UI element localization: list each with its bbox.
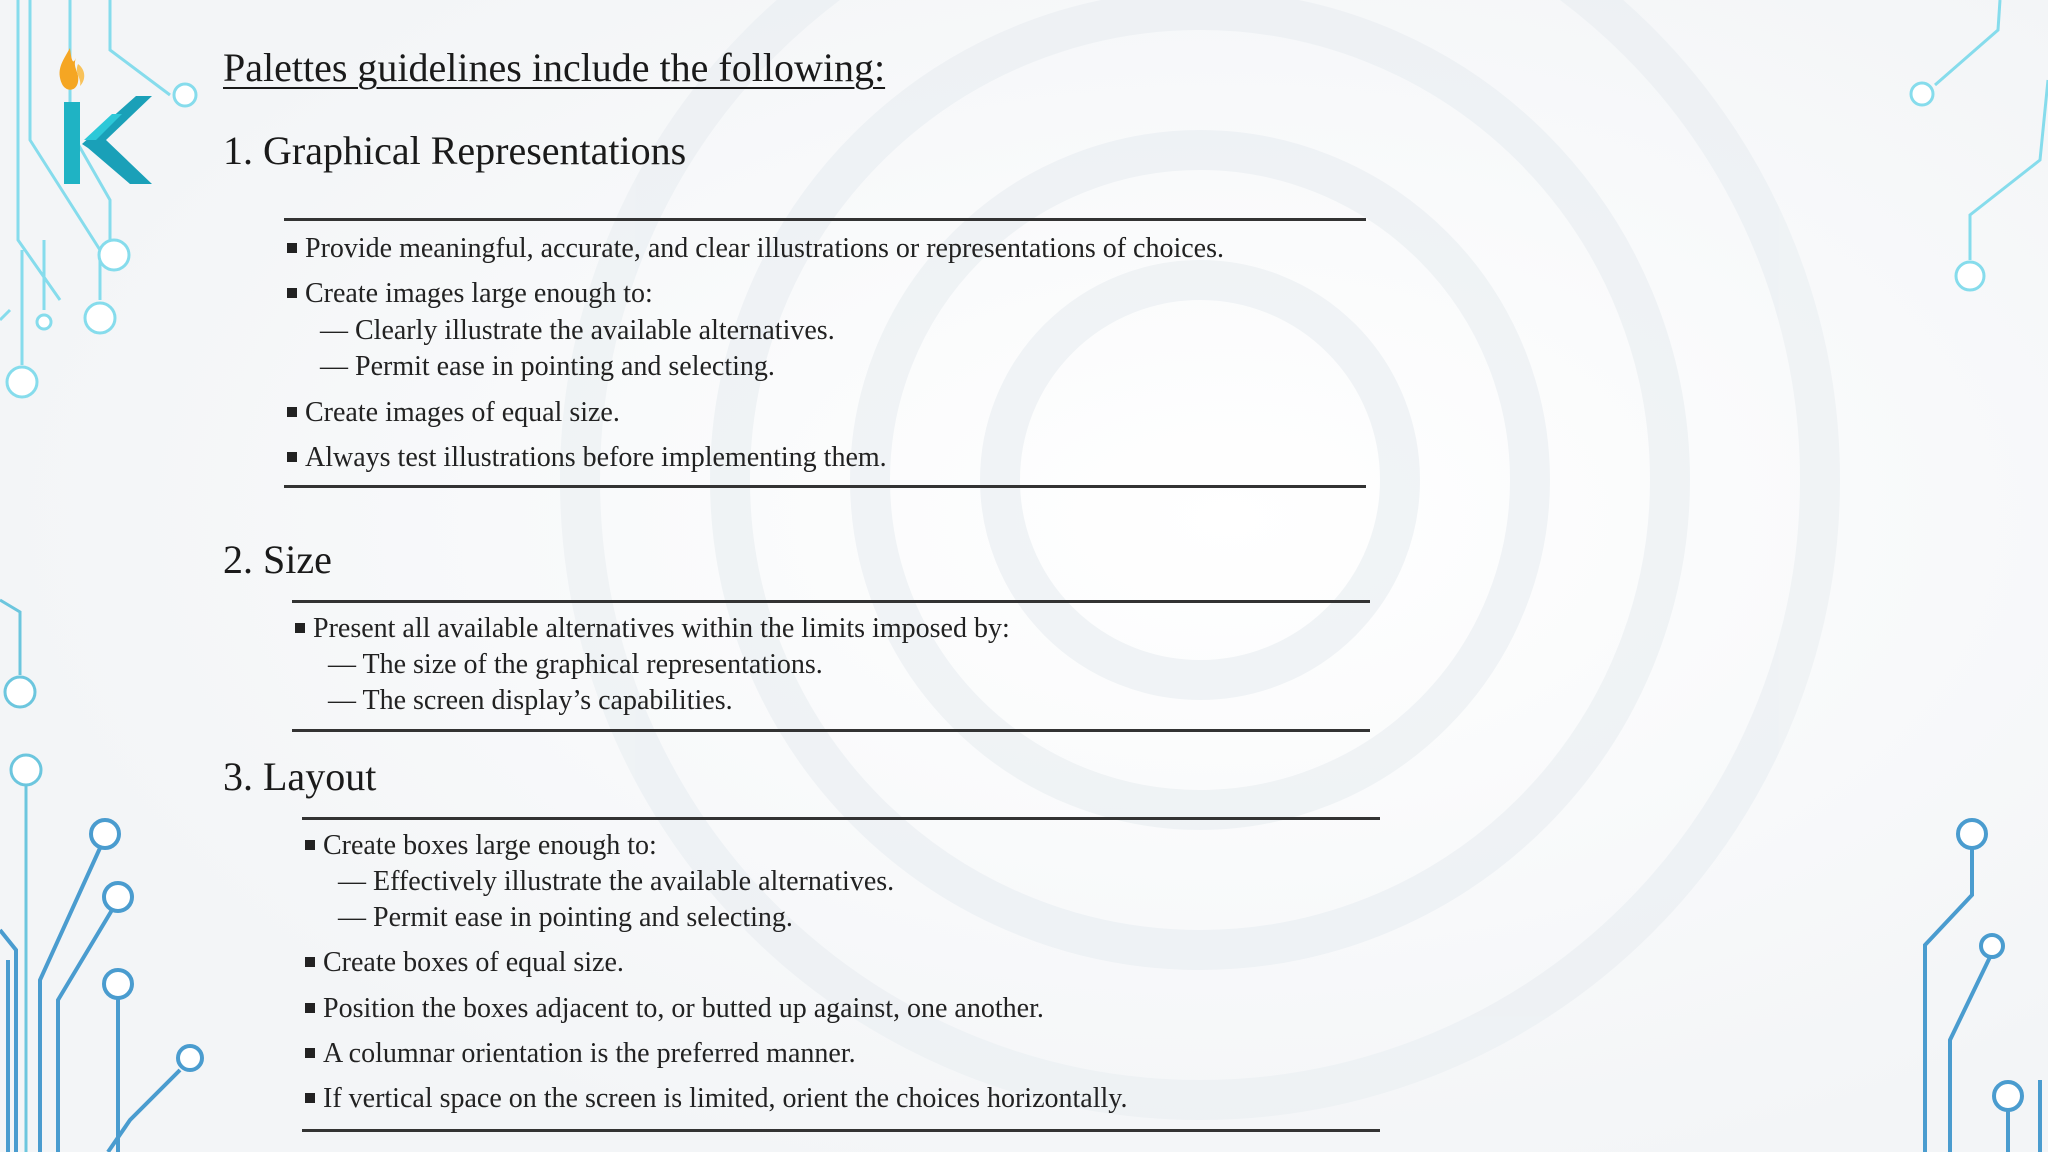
k-flame-logo-icon	[52, 44, 152, 194]
bullet-square-icon	[305, 840, 315, 850]
sub-item: — Clearly illustrate the available alternatives.	[320, 315, 835, 346]
bullet-square-icon	[287, 452, 297, 462]
bullet-item: Position the boxes adjacent to, or butted up against, one another.	[305, 995, 1044, 1023]
sub-item: — Permit ease in pointing and selecting.	[338, 902, 793, 933]
section-heading-size: 2. Size	[223, 537, 332, 582]
section-box-graphical-representations	[284, 218, 1366, 488]
bullet-square-icon	[287, 407, 297, 417]
sub-item: — Permit ease in pointing and selecting.	[320, 351, 775, 382]
bullet-square-icon	[295, 623, 305, 633]
bullet-item: Create boxes large enough to:	[305, 832, 657, 860]
bullet-square-icon	[305, 1048, 315, 1058]
bullet-item: If vertical space on the screen is limited, orient the choices horizontally.	[305, 1085, 1127, 1113]
bullet-square-icon	[287, 288, 297, 298]
bullet-item: Create images of equal size.	[287, 399, 620, 427]
bullet-item: Create boxes of equal size.	[305, 949, 624, 977]
section-box-layout	[302, 817, 1380, 1132]
bullet-square-icon	[305, 1003, 315, 1013]
bullet-item: Create images large enough to:	[287, 280, 653, 308]
bullet-square-icon	[305, 1093, 315, 1103]
section-box-size	[292, 600, 1370, 732]
bullet-item: A columnar orientation is the preferred manner.	[305, 1040, 856, 1068]
section-heading-graphical-representations: 1. Graphical Representations	[223, 128, 687, 173]
sub-item: — Effectively illustrate the available alternatives.	[338, 866, 895, 897]
bullet-item: Provide meaningful, accurate, and clear illustrations or representations of choices.	[287, 235, 1224, 263]
bullet-item: Always test illustrations before implementing them.	[287, 444, 887, 472]
slide-title: Palettes guidelines include the following:	[223, 45, 886, 90]
sub-item: — The screen display’s capabilities.	[328, 685, 733, 716]
bullet-square-icon	[287, 243, 297, 253]
bullet-square-icon	[305, 957, 315, 967]
section-heading-layout: 3. Layout	[223, 754, 377, 799]
bullet-item: Present all available alternatives within the limits imposed by:	[295, 615, 1010, 643]
sub-item: — The size of the graphical representations.	[328, 649, 823, 680]
